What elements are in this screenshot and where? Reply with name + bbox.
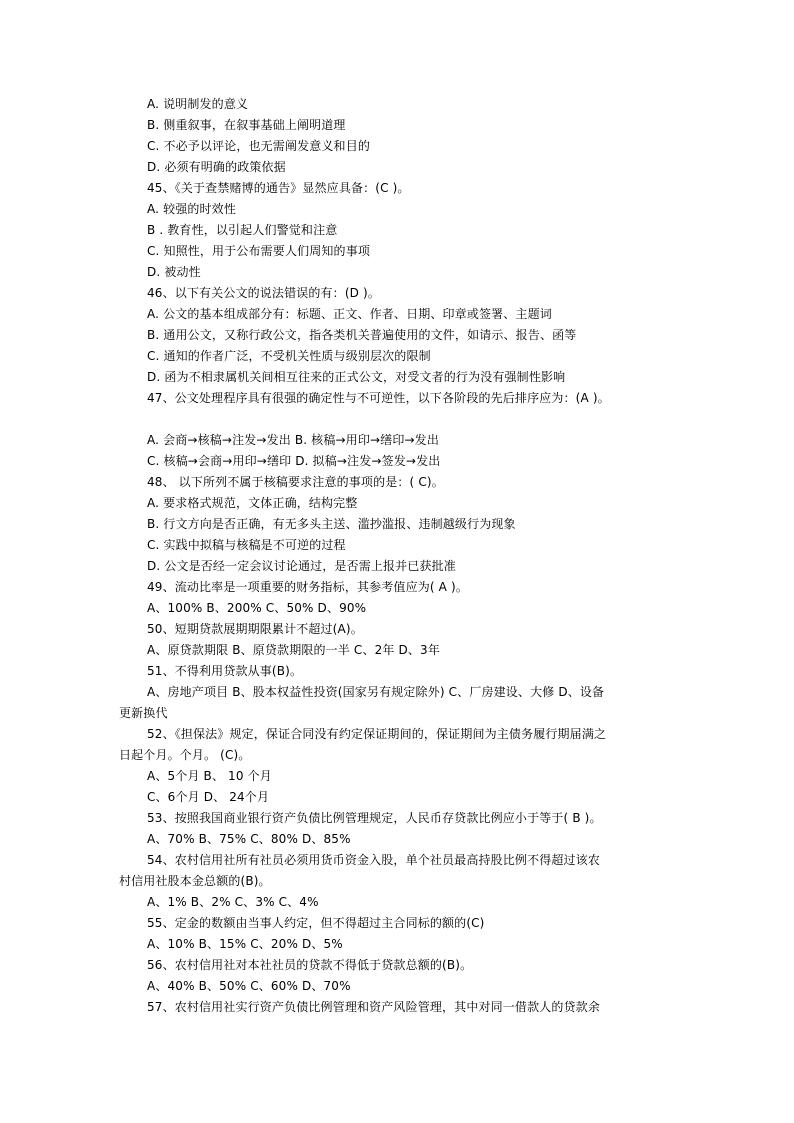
question-line: 48、 以下所列不属于核稿要求注意的事项的是：( C)。 [147, 475, 444, 489]
text-line: 日起个月。个月。 (C)。 [119, 748, 251, 762]
text-line: A、40% B、50% C、60% D、70% [147, 979, 351, 993]
text-line: B. 侧重叙事，在叙事基础上阐明道理 [147, 118, 346, 132]
text-line: A、10% B、15% C、20% D、5% [147, 937, 343, 951]
text-line: A. 说明制发的意义 [147, 97, 249, 111]
question-line: 55、定金的数额由当事人约定，但不得超过主合同标的额的(C) [147, 916, 485, 930]
question-line: 47、公文处理程序具有很强的确定性与不可逆性，以下各阶段的先后排序应为：(A )。 [147, 391, 610, 405]
question-line: 51、不得利用贷款从事(B)。 [147, 664, 303, 678]
text-line: D. 公文是否经一定会议讨论通过，是否需上报并已获批准 [147, 559, 456, 573]
text-line: B . 教育性，以引起人们警觉和注意 [147, 223, 338, 237]
text-line: A. 较强的时效性 [147, 202, 236, 216]
question-line: 49、流动比率是一项重要的财务指标，其参考值应为( A )。 [147, 580, 468, 594]
text-line: A、1% B、2% C、3% C、4% [147, 895, 319, 909]
text-line: 村信用社股本金总额的(B)。 [119, 874, 271, 888]
text-line: A、房地产项目 B、股本权益性投资(国家另有规定除外) C、厂房建设、大修 D、设备 [147, 685, 605, 699]
text-line: B. 行文方向是否正确，有无多头主送、滥抄滥报、违制越级行为现象 [147, 517, 516, 531]
text-line: A、100% B、200% C、50% D、90% [147, 601, 367, 615]
text-line: 更新换代 [119, 706, 168, 720]
text-line: A、原贷款期限 B、原贷款期限的一半 C、2年 D、3年 [147, 643, 440, 657]
text-line: C. 通知的作者广泛，不受机关性质与级别层次的限制 [147, 349, 431, 363]
text-line: A、70% B、75% C、80% D、85% [147, 832, 351, 846]
text-line: A. 会商→核稿→注发→发出 B. 核稿→用印→缮印→发出 [147, 433, 439, 447]
text-line: D. 必须有明确的政策依据 [147, 160, 286, 174]
question-line: 53、按照我国商业银行资产负债比例管理规定，人民币存贷款比例应小于等于( B )。 [147, 811, 602, 825]
text-line: C. 核稿→会商→用印→缮印 D. 拟稿→注发→签发→发出 [147, 454, 441, 468]
text-line: A. 要求格式规范，文体正确，结构完整 [147, 496, 358, 510]
text-line: C. 不必予以评论，也无需阐发意义和目的 [147, 139, 371, 153]
text-line: B. 通用公文，又称行政公文，指各类机关普遍使用的文件，如请示、报告、函等 [147, 328, 577, 342]
text-line: C. 知照性，用于公布需要人们周知的事项 [147, 244, 371, 258]
text-line: D. 函为不相隶属机关间相互往来的正式公文，对受文者的行为没有强制性影响 [147, 370, 566, 384]
text-line: A、5个月 B、 10 个月 [147, 769, 272, 783]
question-line: 52、《担保法》规定，保证合同没有约定保证期间的，保证期间为主债务履行期届满之 [147, 727, 607, 741]
text-line: D. 被动性 [147, 265, 201, 279]
question-line: 45、《关于查禁赌博的通告》显然应具备：(C )。 [147, 181, 410, 195]
question-line: 56、农村信用社对本社社员的贷款不得低于贷款总额的(B)。 [147, 958, 473, 972]
question-line: 57、农村信用社实行资产负债比例管理和资产风险管理，其中对同一借款人的贷款余 [147, 1000, 600, 1014]
question-line: 50、短期贷款展期期限累计不超过(A)。 [147, 622, 363, 636]
text-line: A. 公文的基本组成部分有：标题、正文、作者、日期、印章或签署、主题词 [147, 307, 552, 321]
text-line: C、6个月 D、 24个月 [147, 790, 270, 804]
question-line: 54、农村信用社所有社员必须用货币资金入股，单个社员最高持股比例不得超过该农 [147, 853, 600, 867]
question-line: 46、以下有关公文的说法错误的有：(D )。 [147, 286, 380, 300]
text-line: C. 实践中拟稿与核稿是不可逆的过程 [147, 538, 346, 552]
